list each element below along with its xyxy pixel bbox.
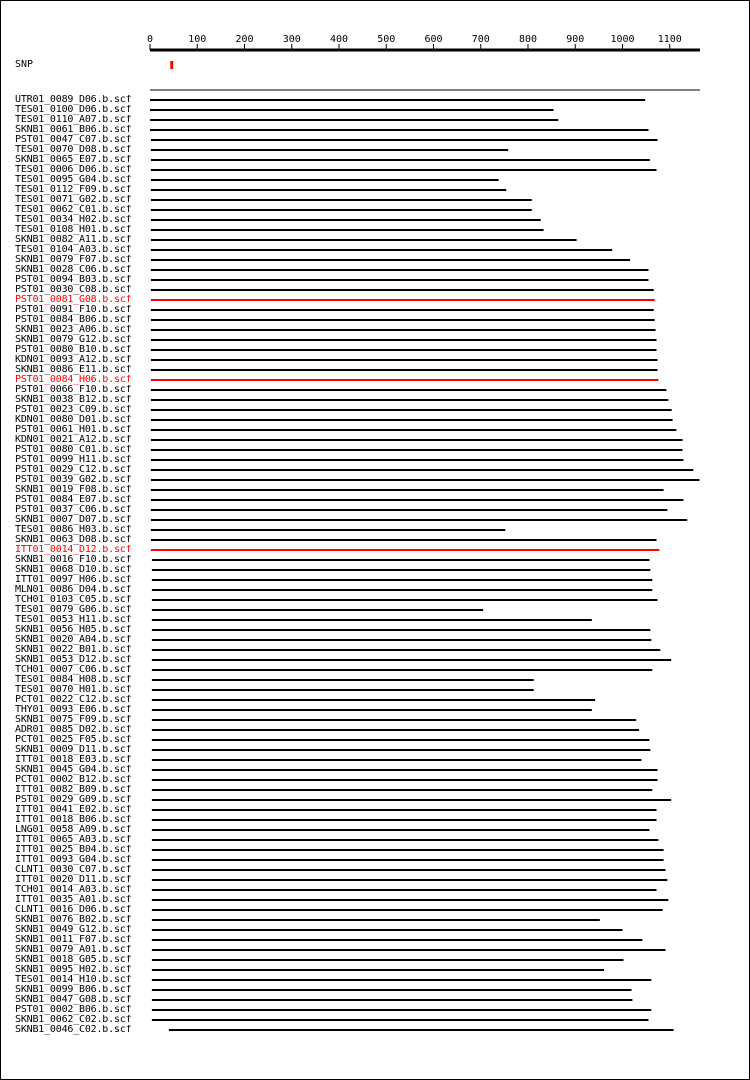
- read-name: TES01_0100_D06.b.scf: [15, 105, 132, 115]
- read-name: SKNB1_0079_G12.b.scf: [15, 335, 132, 345]
- read-name: ITT01_0093_G04.b.scf: [15, 855, 132, 865]
- read-name: PST01_0094_B03.b.scf: [15, 275, 132, 285]
- read-name: TES01_0071_G02.b.scf: [15, 195, 132, 205]
- read-name: SKNB1_0053_D12.b.scf: [15, 655, 132, 665]
- read-name: TCH01_0007_C06.b.scf: [15, 665, 132, 675]
- read-name: SKNB1_0009_D11.b.scf: [15, 745, 132, 755]
- read-name: SKNB1_0061_B06.b.scf: [15, 125, 132, 135]
- read-name: SKNB1_0045_G04.b.scf: [15, 765, 132, 775]
- axis-tick-label: 0: [146, 34, 154, 45]
- read-name: PST01_0066_F10.b.scf: [15, 385, 132, 395]
- read-name: SKNB1_0018_G05.b.scf: [15, 955, 132, 965]
- read-name: SKNB1_0038_B12.b.scf: [15, 395, 132, 405]
- read-name: TES01_0112_F09.b.scf: [15, 185, 132, 195]
- read-name: TES01_0108_H01.b.scf: [15, 225, 132, 235]
- read-name: PST01_0029_C12.b.scf: [15, 465, 132, 475]
- read-name: SKNB1_0079_F07.b.scf: [15, 255, 132, 265]
- read-name: MLN01_0086_D04.b.scf: [15, 585, 132, 595]
- read-name: THY01_0093_E06.b.scf: [15, 705, 132, 715]
- read-name: PST01_0084_E07.b.scf: [15, 495, 132, 505]
- snp-marker: [170, 61, 173, 69]
- read-name: SKNB1_0023_A06.b.scf: [15, 325, 132, 335]
- read-name: PST01_0080_B10.b.scf: [15, 345, 132, 355]
- read-name: LNG01_0058_A09.b.scf: [15, 825, 132, 835]
- read-name: PST01_0084_H06.b.scf: [15, 375, 132, 385]
- read-name: SKNB1_0047_G08.b.scf: [15, 995, 132, 1005]
- read-name: PST01_0039_G02.b.scf: [15, 475, 132, 485]
- read-name: TES01_0079_G06.b.scf: [15, 605, 132, 615]
- read-name: SKNB1_0099_B06.b.scf: [15, 985, 132, 995]
- read-name: TES01_0070_H01.b.scf: [15, 685, 132, 695]
- read-name: SKNB1_0049_G12.b.scf: [15, 925, 132, 935]
- read-name: SKNB1_0086_E11.b.scf: [15, 365, 132, 375]
- snp-track-label: SNP: [15, 59, 34, 70]
- read-name: ITT01_0082_B09.b.scf: [15, 785, 132, 795]
- read-name: SKNB1_0068_D10.b.scf: [15, 565, 132, 575]
- read-name: TES01_0070_D08.b.scf: [15, 145, 132, 155]
- read-name: PST01_0029_G09.b.scf: [15, 795, 132, 805]
- read-name: SKNB1_0028_C06.b.scf: [15, 265, 132, 275]
- read-name: TES01_0104_A03.b.scf: [15, 245, 132, 255]
- read-alignments: [150, 100, 700, 1030]
- read-name: PCT01_0022_C12.b.scf: [15, 695, 132, 705]
- coordinate-axis: [147, 34, 700, 50]
- axis-tick-label: 800: [518, 34, 538, 45]
- read-name: SKNB1_0019_F08.b.scf: [15, 485, 132, 495]
- read-name: PST01_0061_H01.b.scf: [15, 425, 132, 435]
- read-name: SKNB1_0046_C02.b.scf: [15, 1025, 132, 1035]
- read-name: TES01_0110_A07.b.scf: [15, 115, 132, 125]
- read-name: PCT01_0002_B12.b.scf: [15, 775, 132, 785]
- read-name: ITT01_0097_H06.b.scf: [15, 575, 132, 585]
- read-name: TES01_0084_H08.b.scf: [15, 675, 132, 685]
- read-name: CLNT1_0030_C07.b.scf: [15, 865, 132, 875]
- read-name: PST01_0080_C01.b.scf: [15, 445, 132, 455]
- read-name: SKNB1_0020_A04.b.scf: [15, 635, 132, 645]
- read-name: SKNB1_0065_E07.b.scf: [15, 155, 132, 165]
- read-name: PST01_0084_B06.b.scf: [15, 315, 132, 325]
- read-name: PST01_0002_B06.b.scf: [15, 1005, 132, 1015]
- read-name: TCH01_0103_C05.b.scf: [15, 595, 132, 605]
- read-name: CLNT1_0016_D06.b.scf: [15, 905, 132, 915]
- axis-tick-label: 400: [329, 34, 349, 45]
- axis-tick-label: 900: [566, 34, 585, 45]
- read-name: ITT01_0025_B04.b.scf: [15, 845, 132, 855]
- read-name: KDN01_0093_A12.b.scf: [15, 355, 132, 365]
- read-name: SKNB1_0063_D08.b.scf: [15, 535, 132, 545]
- read-name: PST01_0081_G08.b.scf: [15, 295, 132, 305]
- read-name: PST01_0099_H11.b.scf: [15, 455, 132, 465]
- read-name: SKNB1_0007_D07.b.scf: [15, 515, 132, 525]
- read-name: TES01_0095_G04.b.scf: [15, 175, 132, 185]
- read-name: SKNB1_0076_B02.b.scf: [15, 915, 132, 925]
- axis-tick-label: 300: [282, 34, 301, 45]
- read-name: KDN01_0021_A12.b.scf: [15, 435, 132, 445]
- read-name: TES01_0014_H10.b.scf: [15, 975, 132, 985]
- read-name: SKNB1_0082_A11.b.scf: [15, 235, 132, 245]
- axis-tick-label: 1000: [610, 34, 635, 45]
- read-name: ITT01_0020_D11.b.scf: [15, 875, 132, 885]
- read-name: TES01_0006_D06.b.scf: [15, 165, 132, 175]
- snp-track: [150, 61, 700, 90]
- axis-tick-label: 700: [471, 34, 490, 45]
- read-name: SKNB1_0056_H05.b.scf: [15, 625, 132, 635]
- read-name: SKNB1_0022_B01.b.scf: [15, 645, 132, 655]
- read-name: TES01_0053_H11.b.scf: [15, 615, 132, 625]
- read-name: PST01_0091_F10.b.scf: [15, 305, 132, 315]
- axis-tick-label: 100: [188, 34, 207, 45]
- axis-tick-label: 600: [424, 34, 443, 45]
- read-name: ITT01_0035_A01.b.scf: [15, 895, 132, 905]
- read-name: SKNB1_0011_F07.b.scf: [15, 935, 132, 945]
- read-name: TES01_0062_C01.b.scf: [15, 205, 132, 215]
- read-name: SKNB1_0062_C02.b.scf: [15, 1015, 132, 1025]
- read-name: ITT01_0041_E02.b.scf: [15, 805, 132, 815]
- read-name: SKNB1_0095_H02.b.scf: [15, 965, 132, 975]
- read-name: UTR01_0089_D06.b.scf: [15, 95, 132, 105]
- read-name: ITT01_0018_B06.b.scf: [15, 815, 132, 825]
- read-name: ITT01_0018_E03.b.scf: [15, 755, 132, 765]
- read-name: PST01_0023_C09.b.scf: [15, 405, 132, 415]
- read-name: TCH01_0014_A03.b.scf: [15, 885, 132, 895]
- read-name: PST01_0047_C07.b.scf: [15, 135, 132, 145]
- read-name: PCT01_0025_F05.b.scf: [15, 735, 132, 745]
- read-name: PST01_0030_C08.b.scf: [15, 285, 132, 295]
- read-name: PST01_0037_C06.b.scf: [15, 505, 132, 515]
- read-name: ADR01_0085_D02.b.scf: [15, 725, 132, 735]
- read-name: TES01_0086_H03.b.scf: [15, 525, 132, 535]
- read-name: KDN01_0080_D01.b.scf: [15, 415, 132, 425]
- read-name: SKNB1_0079_A01.b.scf: [15, 945, 132, 955]
- axis-tick-label: 500: [377, 34, 396, 45]
- read-name: ITT01_0014_D12.b.scf: [15, 545, 132, 555]
- read-name: SKNB1_0016_F10.b.scf: [15, 555, 132, 565]
- read-name: TES01_0034_H02.b.scf: [15, 215, 132, 225]
- read-name: SKNB1_0075_F09.b.scf: [15, 715, 132, 725]
- axis-tick-label: 200: [235, 34, 254, 45]
- read-name: ITT01_0065_A03.b.scf: [15, 835, 132, 845]
- axis-tick-label: 1100: [657, 34, 682, 45]
